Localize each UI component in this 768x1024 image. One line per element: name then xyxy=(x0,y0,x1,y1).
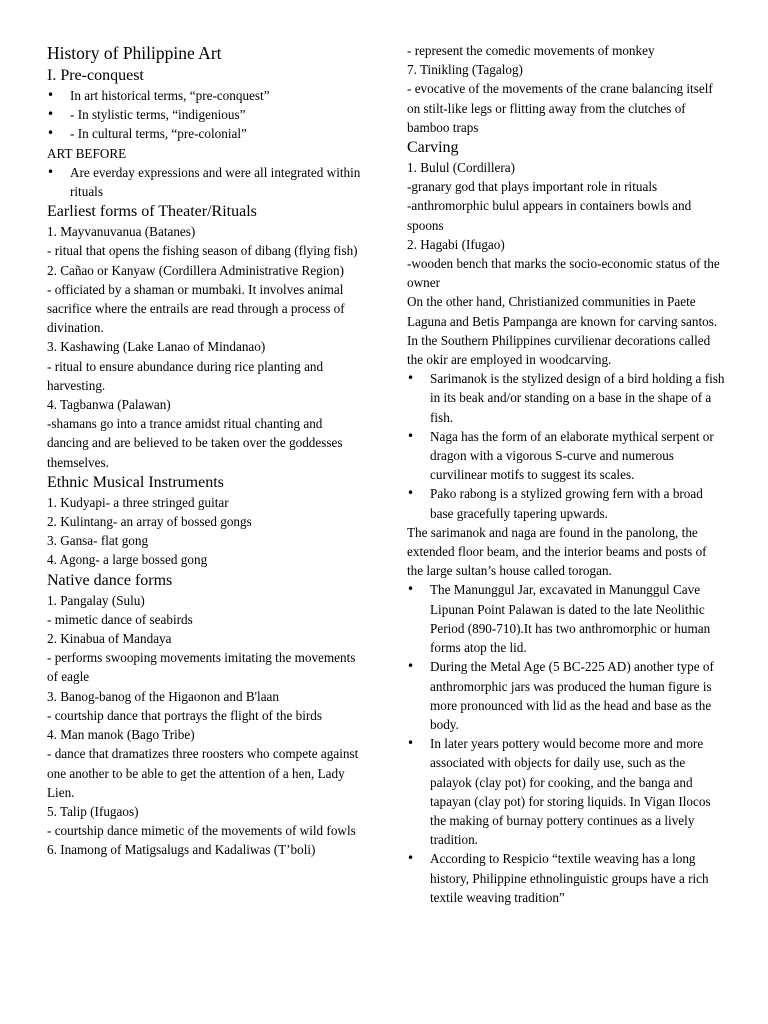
bullet-item: • In later years pottery would become more and more associated with objects for daily use, such as the palayok (clay pot) for cooking, and the banga and tapayan (clay pot) for storing liquids. In Vigan Ilocos the making of burnay pottery continues as a lively tradition. xyxy=(407,734,725,849)
text-line: - courtship dance mimetic of the movements of wild fowls xyxy=(47,823,356,839)
text-line: - ritual that opens the fishing season of dibang (flying fish) xyxy=(47,243,358,259)
text-line: - officiated by a shaman or mumbaki. It involves animal sacrifice where the entrails are read through a process of divination. xyxy=(47,281,345,336)
paragraph: The sarimanok and naga are found in the panolong, the extended floor beam, and the interior beams and posts of the large sultan’s house called torogan. xyxy=(407,524,707,579)
text-line: - courtship dance that portrays the flight of the birds xyxy=(47,707,323,723)
section-heading-theater: Earliest forms of Theater/Rituals xyxy=(47,203,257,221)
text-line: - represent the comedic movements of monkey xyxy=(407,43,655,58)
text-line: 3. Banog-banog of the Higaonon and B'laan xyxy=(47,688,280,704)
bullet-item: • The Manunggul Jar, excavated in Manunggul Cave Lipunan Point Palawan is dated to the late Neolithic Period (890-710).It has two anthromorphic or human forms atop the lid. xyxy=(407,580,725,657)
text-line: -shamans go into a trance amidst ritual chanting and dancing and are believed to be taken over the goddesses themselves. xyxy=(47,416,343,470)
text-line: 1. Bulul (Cordillera) xyxy=(407,160,516,176)
text-line: - performs swooping movements imitating the movements of eagle xyxy=(47,650,356,685)
bullet-item: • According to Respicio “textile weaving has a long history, Philippine ethnolinguistic groups have a rich textile weaving tradition” xyxy=(407,849,725,907)
bullet-item: • Naga has the form of an elaborate mythical serpent or dragon with a vigorous S-curve and numerous curvilinear motifs to suggest its scales. xyxy=(407,427,725,485)
bullet-item: • Pako rabong is a stylized growing fern with a broad base gracefully tapering upwards. xyxy=(407,484,725,522)
text-line: 2. Kinabua of Mandaya xyxy=(47,631,172,647)
pottery-bullet-list xyxy=(407,580,725,906)
text-line: -granary god that plays important role in rituals xyxy=(407,179,658,195)
right-column xyxy=(407,41,725,907)
text-line: - dance that dramatizes three roosters who compete against one another to be able to get the attention of a hen, Lady Lien. xyxy=(47,746,359,800)
section-heading-carving: Carving xyxy=(407,139,459,157)
pre-conquest-bullet-list xyxy=(47,86,367,144)
document-title: History of Philippine Art xyxy=(47,43,222,63)
text-line: - evocative of the movements of the crane balancing itself on stilt-like legs or flitting away from the clutches of bamboo traps xyxy=(407,81,713,135)
text-line: 3. Gansa- flat gong xyxy=(47,533,149,549)
text-line: 1. Kudyapi- a three stringed guitar xyxy=(47,494,229,510)
bullet-item: • In art historical terms, “pre-conquest” xyxy=(47,86,367,105)
text-line: 4. Tagbanwa (Palawan) xyxy=(47,397,171,413)
text-line: 2. Kulintang- an array of bossed gongs xyxy=(47,514,252,530)
paragraph: On the other hand, Christianized communities in Paete Laguna and Betis Pampanga are known for carving santos. In the Southern Philippines curvilienar decorations called the okir are employed in woodcarving. xyxy=(407,294,718,368)
text-line: -wooden bench that marks the socio-economic status of the owner xyxy=(407,256,720,291)
bullet-item: • - In cultural terms, “pre-colonial” xyxy=(47,124,367,143)
section-heading-pre-conquest: I. Pre-conquest xyxy=(47,67,144,84)
text-line: 3. Kashawing (Lake Lanao of Mindanao) xyxy=(47,339,266,355)
text-line: - mimetic dance of seabirds xyxy=(47,611,193,627)
art-before-label: ART BEFORE xyxy=(47,145,127,161)
section-heading-dance: Native dance forms xyxy=(47,571,173,589)
art-before-bullet-list xyxy=(47,163,367,201)
bullet-item: • During the Metal Age (5 BC-225 AD) another type of anthromorphic jars was produced the human figure is more pronounced with lid as the head and base as the body. xyxy=(407,657,725,734)
text-line: - ritual to ensure abundance during rice planting and harvesting. xyxy=(47,358,324,393)
text-line: 1. Pangalay (Sulu) xyxy=(47,592,145,608)
text-line: 4. Man manok (Bago Tribe) xyxy=(47,727,195,743)
text-line: 5. Talip (Ifugaos) xyxy=(47,803,139,819)
text-line: 2. Hagabi (Ifugao) xyxy=(407,236,505,252)
section-heading-instruments: Ethnic Musical Instruments xyxy=(47,473,224,491)
bullet-item: • - In stylistic terms, “indigenious” xyxy=(47,105,367,124)
text-line: 6. Inamong of Matigsalugs and Kadaliwas (T’boli) xyxy=(47,842,316,858)
text-line: 4. Agong- a large bossed gong xyxy=(47,552,208,568)
okir-bullet-list xyxy=(407,369,725,523)
bullet-item: • Sarimanok is the stylized design of a bird holding a fish in its beak and/or standing on a base in the shape of a fish. xyxy=(407,369,725,427)
text-line: -anthromorphic bulul appears in containers bowls and spoons xyxy=(407,198,692,233)
text-line: 1. Mayvanuvanua (Batanes) xyxy=(47,224,196,240)
text-line: 7. Tinikling (Tagalog) xyxy=(407,62,523,78)
left-column xyxy=(47,41,367,860)
text-line: 2. Cañao or Kanyaw (Cordillera Administrative Region) xyxy=(47,262,345,278)
bullet-item: • Are everday expressions and were all integrated within rituals xyxy=(47,163,367,201)
